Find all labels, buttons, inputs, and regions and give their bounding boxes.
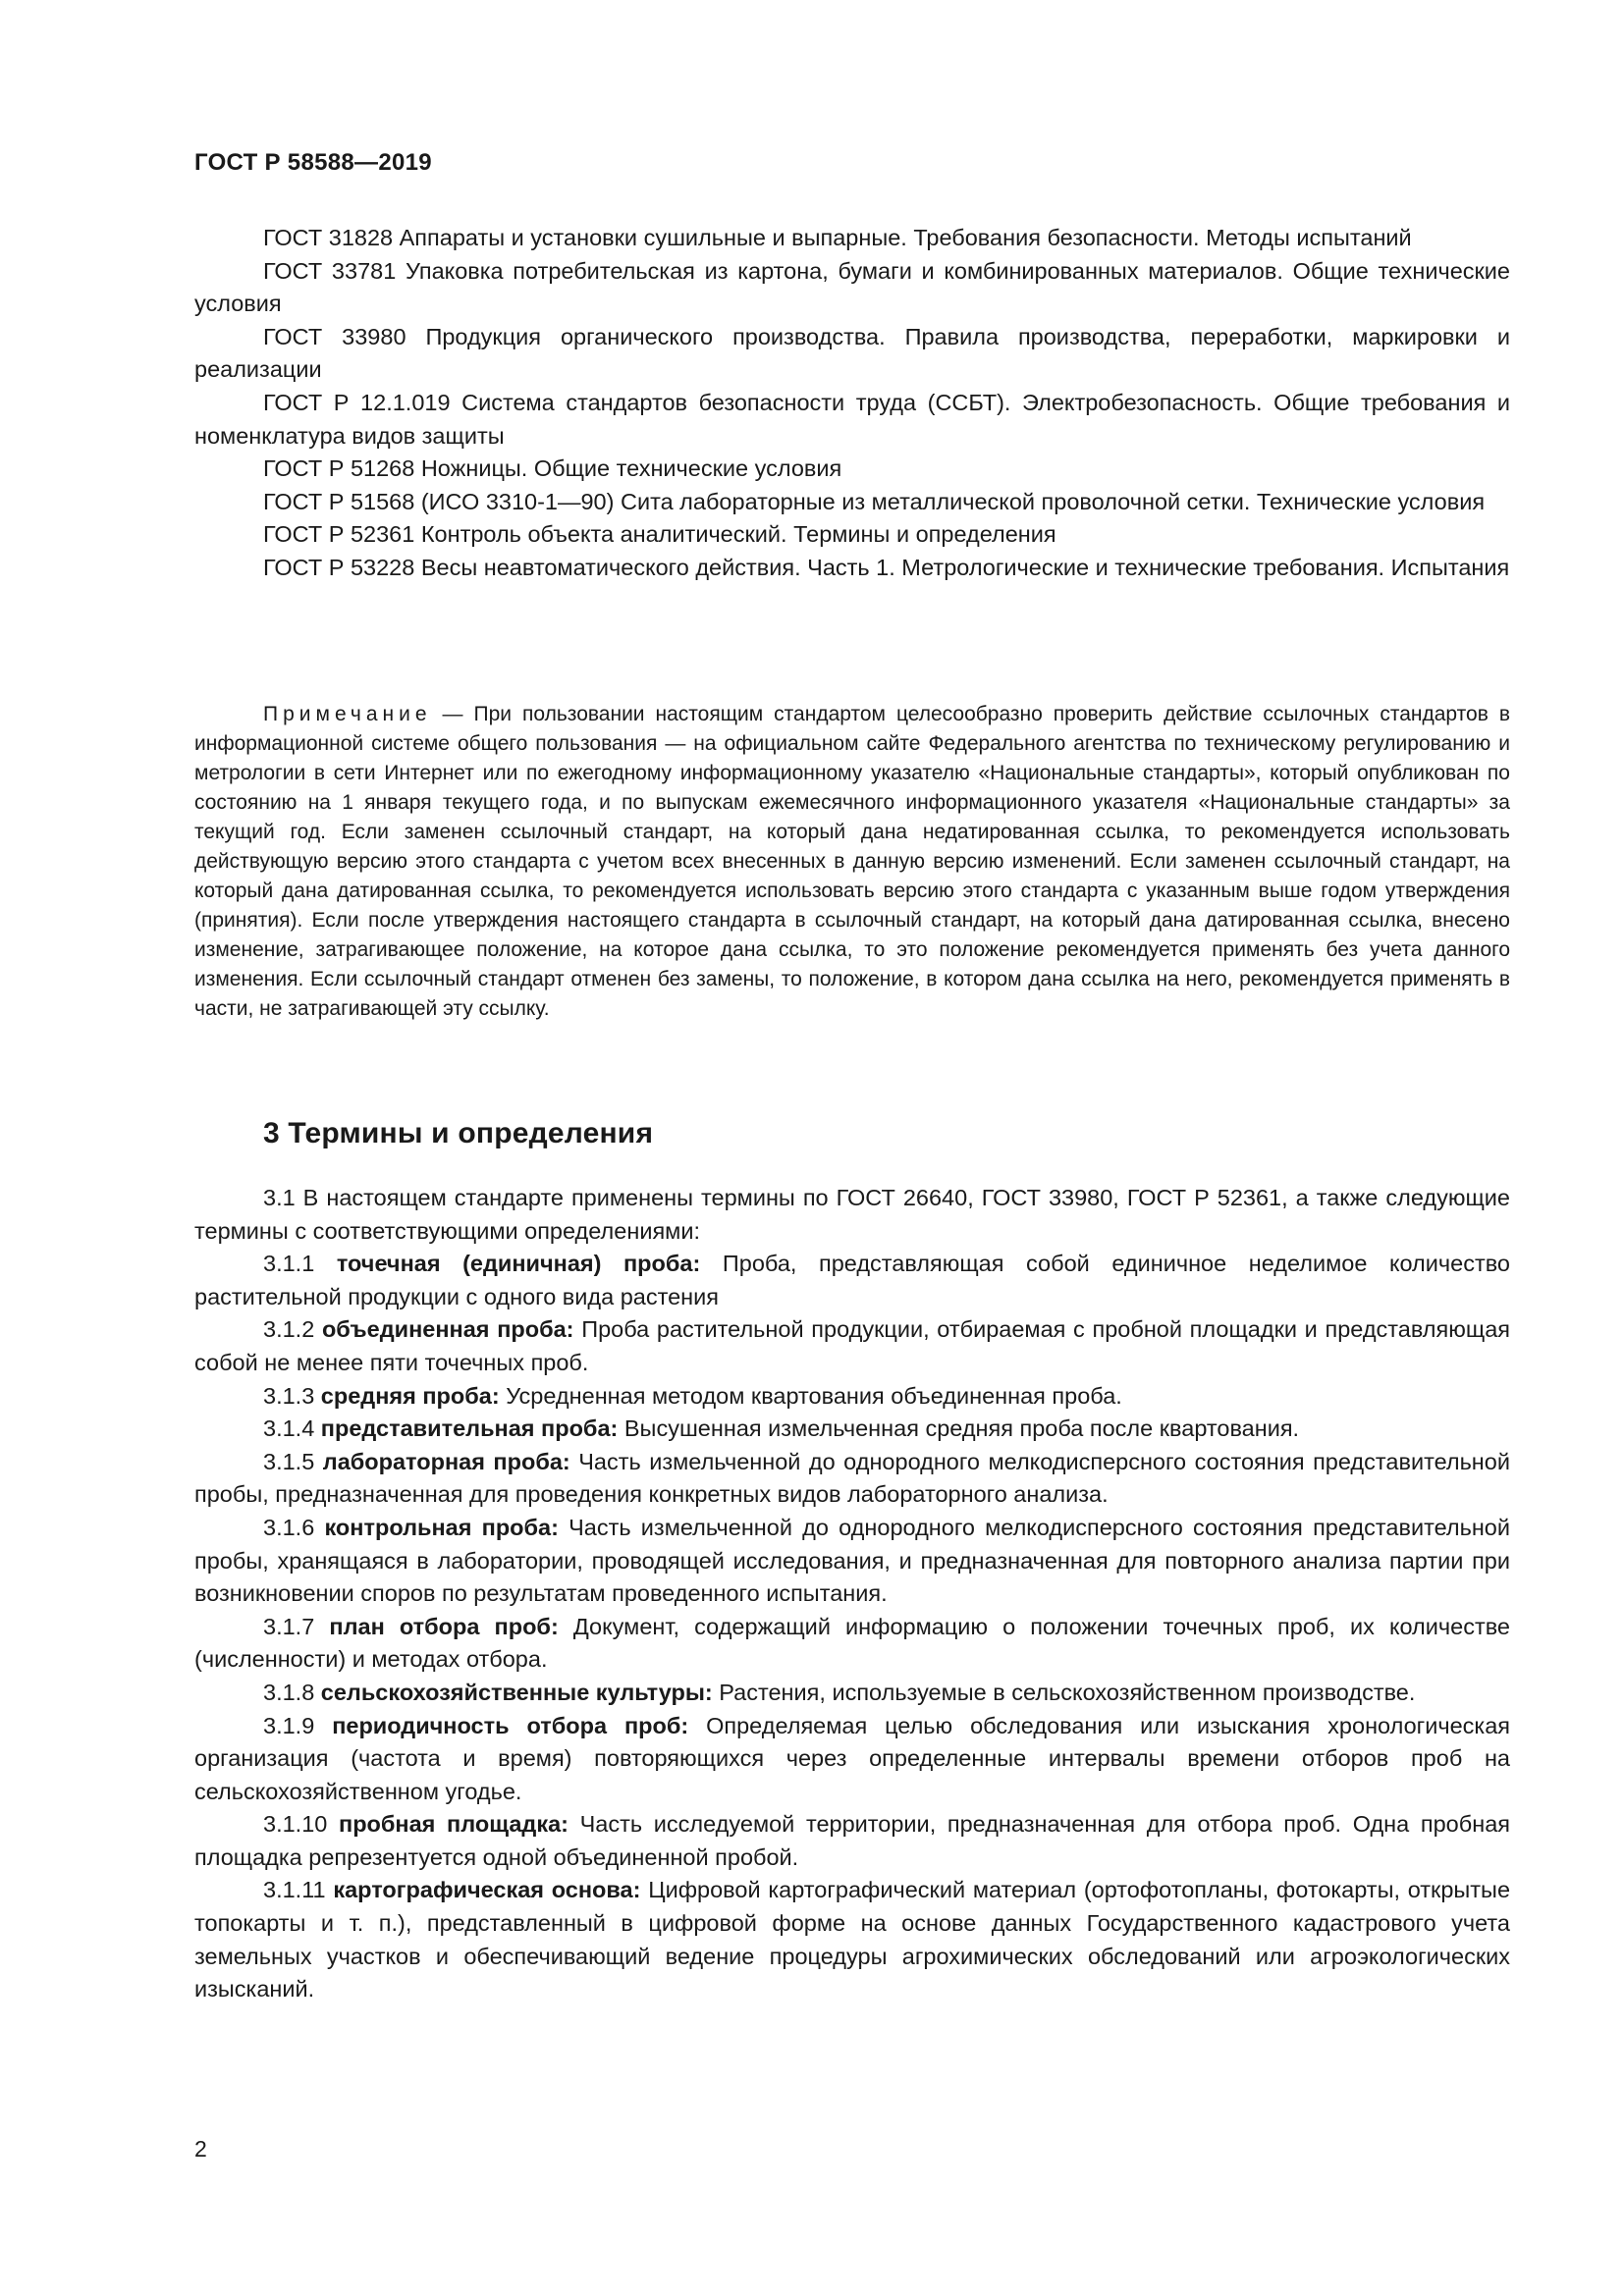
note-paragraph	[194, 700, 1510, 1024]
term-number: 3.1.7	[263, 1613, 330, 1639]
section-title: 3 Термины и определения	[263, 1117, 654, 1149]
reference-item: ГОСТ Р 12.1.019 Система стандартов безопасности труда (ССБТ). Электробезопасность. Общие требования и номенклатура видов защиты	[194, 389, 1510, 449]
reference-item: ГОСТ Р 51268 Ножницы. Общие технические условия	[263, 455, 842, 482]
term-entry	[194, 1710, 1510, 1809]
term-number: 3.1.9	[263, 1712, 333, 1738]
term-entry	[194, 1380, 1510, 1414]
term-entry	[194, 1512, 1510, 1611]
term-entry	[194, 1611, 1510, 1677]
reference-item: ГОСТ Р 53228 Весы неавтоматического действия. Часть 1. Метрологические и технические требования. Испытания	[263, 554, 1510, 580]
terms-intro: 3.1 В настоящем стандарте применены термины по ГОСТ 26640, ГОСТ 33980, ГОСТ Р 52361, а также следующие термины с соответствующими определениями:	[194, 1185, 1510, 1244]
term-name: лабораторная проба:	[322, 1448, 570, 1474]
term-entry	[194, 1248, 1510, 1313]
term-definition: Часть измельченной до однородного мелкодисперсного состояния представительной пробы, предназначенная для проведения конкретных видов лабораторного анализа.	[194, 1448, 1510, 1508]
reference-item: ГОСТ Р 51568 (ИСО 3310-1—90) Сита лабораторные из металлической проволочной сетки. Технические условия	[263, 488, 1486, 514]
term-number: 3.1.1	[263, 1251, 337, 1277]
term-name: пробная площадка:	[339, 1811, 568, 1838]
document-page	[194, 0, 1510, 2296]
term-entry	[194, 1874, 1510, 2005]
term-entry	[194, 1677, 1510, 1710]
note-text: — При пользовании настоящим стандартом целесообразно проверить действие ссылочных стандартов в информационной системе общего пользования — на официальном сайте Федерального агентства по техническому регулированию и метрологии в сети Интернет или по ежегодному информационному указателю «Национальные стандарты», который опубликован по состоянию на 1 января текущего года, и по выпускам ежемесячного информационного указателя «Национальные стандарты» за текущий год. Если заменен ссылочный стандарт, на который дана недатированная ссылка, то рекомендуется использовать действующую версию этого стандарта с учетом всех внесенных в данную версию изменений. Если заменен ссылочный стандарт, на который дана датированная ссылка, то рекомендуется использовать версию этого стандарта с указанным выше годом утверждения (принятия). Если после утверждения настоящего стандарта в ссылочный стандарт, на который дана датированная ссылка, внесено изменение, затрагивающее положение, на которое дана ссылка, то это положение рекомендуется применять без учета данного изменения. Если ссылочный стандарт отменен без замены, то положение, в котором дана ссылка на него, рекомендуется применять в части, не затрагивающей эту ссылку.	[194, 703, 1510, 1020]
reference-item: ГОСТ 31828 Аппараты и установки сушильные и выпарные. Требования безопасности. Методы испытаний	[263, 225, 1412, 250]
term-definition: Документ, содержащий информацию о положении точечных проб, их количестве (численности) и методах отбора.	[194, 1613, 1511, 1673]
term-number: 3.1.5	[263, 1448, 323, 1474]
term-entry	[194, 1313, 1510, 1379]
term-definition: Часть измельченной до однородного мелкодисперсного состояния представительной пробы, хранящаяся в лаборатории, проводящей исследования, и предназначенная для повторного анализа партии при возникновении споров по результатам проведенного испытания.	[194, 1514, 1510, 1607]
note-label: Примечание	[263, 703, 432, 725]
term-entry	[194, 1446, 1510, 1512]
term-definition: Растения, используемые в сельскохозяйственном производстве.	[712, 1679, 1416, 1705]
term-entry	[194, 1808, 1510, 1874]
term-definition: Определяемая целью обследования или изыскания хронологическая организация (частота и время) повторяющихся через определенные интервалы времени отборов проб на сельскохозяйственном угодье.	[194, 1712, 1510, 1804]
term-definition: Проба, представляющая собой единичное неделимое количество растительной продукции с одного вида растения	[194, 1251, 1511, 1309]
terms-list	[194, 1182, 1510, 2006]
reference-item: ГОСТ 33980 Продукция органического производства. Правила производства, переработки, маркировки и реализации	[194, 323, 1510, 383]
page-number: 2	[194, 2136, 207, 2162]
reference-item: ГОСТ 33781 Упаковка потребительская из картона, бумаги и комбинированных материалов. Общие технические условия	[194, 257, 1510, 317]
term-name: точечная (единичная) проба:	[336, 1251, 701, 1277]
term-definition: Проба растительной продукции, отбираемая с пробной площадки и представляющая собой не менее пяти точечных проб.	[194, 1316, 1510, 1375]
term-number: 3.1.11	[263, 1877, 334, 1903]
term-name: контрольная проба:	[324, 1514, 559, 1540]
normative-references	[194, 222, 1510, 585]
term-name: план отбора проб:	[329, 1613, 559, 1639]
term-number: 3.1.2	[263, 1316, 322, 1343]
term-number: 3.1.8	[263, 1679, 321, 1705]
term-name: представительная проба:	[320, 1415, 619, 1442]
term-name: средняя проба:	[320, 1382, 500, 1409]
term-definition: Высушенная измельченная средняя проба после квартования.	[618, 1415, 1300, 1442]
document-header: ГОСТ Р 58588—2019	[194, 149, 432, 176]
term-entry	[194, 1413, 1510, 1446]
term-definition: Часть исследуемой территории, предназначенная для отбора проб. Одна пробная площадка репрезентуется одной объединенной пробой.	[194, 1811, 1510, 1870]
term-name: картографическая основа:	[333, 1877, 641, 1903]
term-name: сельскохозяйственные культуры:	[320, 1679, 713, 1705]
term-number: 3.1.4	[263, 1415, 321, 1442]
term-definition: Цифровой картографический материал (ортофотопланы, фотокарты, открытые топокарты и т. п.), представленный в цифровой форме на основе данных Государственного кадастрового учета земельных участков и обеспечивающий ведение процедуры агрохимических обследований или агроэкологических изысканий.	[194, 1877, 1511, 2002]
term-definition: Усредненная методом квартования объединенная проба.	[499, 1382, 1122, 1409]
term-number: 3.1.6	[263, 1514, 325, 1540]
note-block	[194, 700, 1510, 1024]
term-number: 3.1.10	[263, 1811, 339, 1838]
term-name: периодичность отбора проб:	[332, 1712, 689, 1738]
reference-item: ГОСТ Р 52361 Контроль объекта аналитический. Термины и определения	[263, 521, 1056, 548]
term-name: объединенная проба:	[321, 1316, 574, 1343]
term-number: 3.1.3	[263, 1382, 321, 1409]
